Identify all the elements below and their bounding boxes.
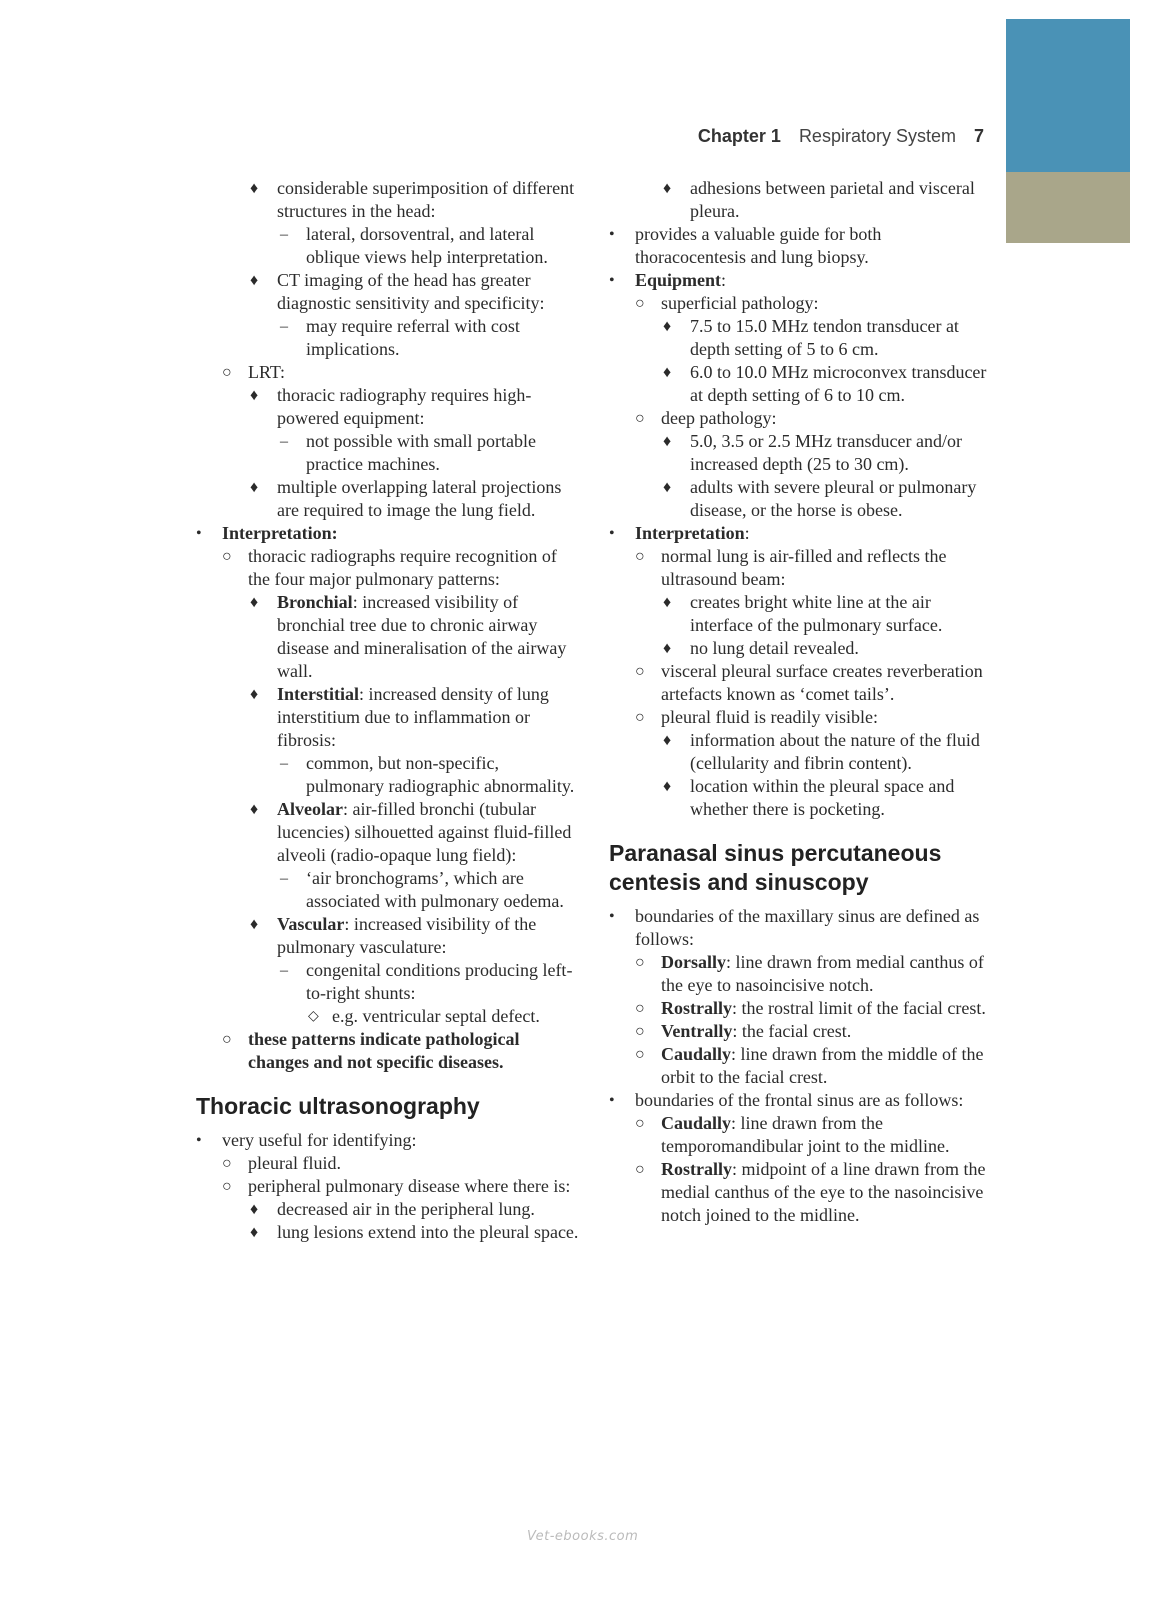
list-item: ○ pleural fluid is readily visible: [635,707,878,727]
list-item: ◇ e.g. ventricular septal defect. [308,1006,540,1026]
list-item: ♦ adhesions between parietal and visceral pleura. [663,178,975,221]
section-title: Respiratory System [798,126,956,146]
list-item: ○ Ventrally: the facial crest. [635,1021,852,1041]
list-item: ♦ 7.5 to 15.0 MHz tendon transducer at depth setting of 5 to 6 cm. [663,316,959,359]
list-item: ○ Caudally: line drawn from the middle of the orbit to the facial crest. [635,1044,984,1087]
list-item: • very useful for identifying: [196,1130,417,1150]
list-item: ♦ 5.0, 3.5 or 2.5 MHz transducer and/or increased depth (25 to 30 cm). [663,431,962,474]
list-item: ○ peripheral pulmonary disease where there is: [222,1176,571,1196]
list-item: ○ pleural fluid. [222,1153,341,1173]
list-item: • boundaries of the frontal sinus are as follows: [609,1090,964,1110]
list-item: ♦ Bronchial: increased visibility of bronchial tree due to chronic airway disease and mineralisation of the airway wall. [250,592,567,681]
list-item: • Equipment: [609,270,727,290]
running-header [698,126,984,147]
list-item: ○ thoracic radiographs require recognition of the four major pulmonary patterns: [222,546,557,589]
list-item: • Interpretation: [609,523,750,543]
right-column [609,177,989,1227]
list-item: – ‘air bronchograms’, which are associated with pulmonary oedema. [280,868,564,911]
watermark: Vet-ebooks.com [527,1529,639,1544]
list-item: ○ LRT: [222,362,286,382]
list-item: ○ Rostrally: the rostral limit of the facial crest. [635,998,986,1018]
list-item: ♦ adults with severe pleural or pulmonary disease, or the horse is obese. [663,477,977,520]
list-item: – may require referral with cost implications. [280,316,520,359]
list-item: – common, but non-specific, pulmonary radiographic abnormality. [280,753,575,796]
list-item: ♦ multiple overlapping lateral projections are required to image the lung field. [250,477,562,520]
section-heading-paranasal-sinus: Paranasal sinus percutaneous centesis and sinuscopy [609,840,942,895]
list-item: • boundaries of the maxillary sinus are defined as follows: [609,906,980,949]
chapter-label: Chapter 1 [697,126,781,146]
list-item: ○ Dorsally: line drawn from medial canthus of the eye to nasoincisive notch. [635,952,984,995]
list-item: ○ Caudally: line drawn from the temporomandibular joint to the midline. [635,1113,950,1156]
list-item: ♦ considerable superimposition of different structures in the head: [250,178,575,221]
list-item: ♦ location within the pleural space and whether there is pocketing. [663,776,955,819]
list-item: ♦ CT imaging of the head has greater diagnostic sensitivity and specificity: [250,270,545,313]
list-item: • Interpretation: [196,523,338,543]
list-item: ♦ information about the nature of the fluid (cellularity and fibrin content). [663,730,980,773]
list-item: ♦ thoracic radiography requires high-powered equipment: [250,385,532,428]
list-item: ♦ 6.0 to 10.0 MHz microconvex transducer at depth setting of 6 to 10 cm. [663,362,987,405]
chapter-color-tab-lower [1006,172,1130,243]
list-item: ○ superficial pathology: [635,293,819,313]
list-item: ♦ Vascular: increased visibility of the pulmonary vasculature: [250,914,537,957]
list-item: ♦ creates bright white line at the air interface of the pulmonary surface. [663,592,943,635]
list-item: – lateral, dorsoventral, and lateral oblique views help interpretation. [280,224,548,267]
list-item: ○ deep pathology: [635,408,777,428]
list-item: ♦ Alveolar: air-filled bronchi (tubular lucencies) silhouetted against fluid-filled alveoli (radio-opaque lung field): [250,799,572,865]
chapter-color-tab [1006,19,1130,172]
list-item: ○ Rostrally: midpoint of a line drawn from the medial canthus of the eye to the nasoincisive notch joined to the midline. [635,1159,986,1225]
list-item: ♦ no lung detail revealed. [663,638,859,658]
list-item: • provides a valuable guide for both thoracocentesis and lung biopsy. [609,224,882,267]
list-item: ○ visceral pleural surface creates reverberation artefacts known as ‘comet tails’. [635,661,983,704]
list-item: ♦ Interstitial: increased density of lung interstitium due to inflammation or fibrosis: [250,684,549,750]
list-item: ♦ decreased air in the peripheral lung. [250,1199,535,1219]
list-item: – congenital conditions producing left-to-right shunts: [280,960,573,1003]
list-item: ♦ lung lesions extend into the pleural space. [250,1222,579,1242]
page-number: 7 [973,126,984,146]
section-heading-thoracic-ultrasonography: Thoracic ultrasonography [196,1093,480,1119]
left-column [196,177,581,1244]
list-item: ○ normal lung is air-filled and reflects the ultrasound beam: [635,546,947,589]
list-item: ○ these patterns indicate pathological changes and not specific diseases. [222,1029,520,1072]
list-item: – not possible with small portable practice machines. [280,431,536,474]
